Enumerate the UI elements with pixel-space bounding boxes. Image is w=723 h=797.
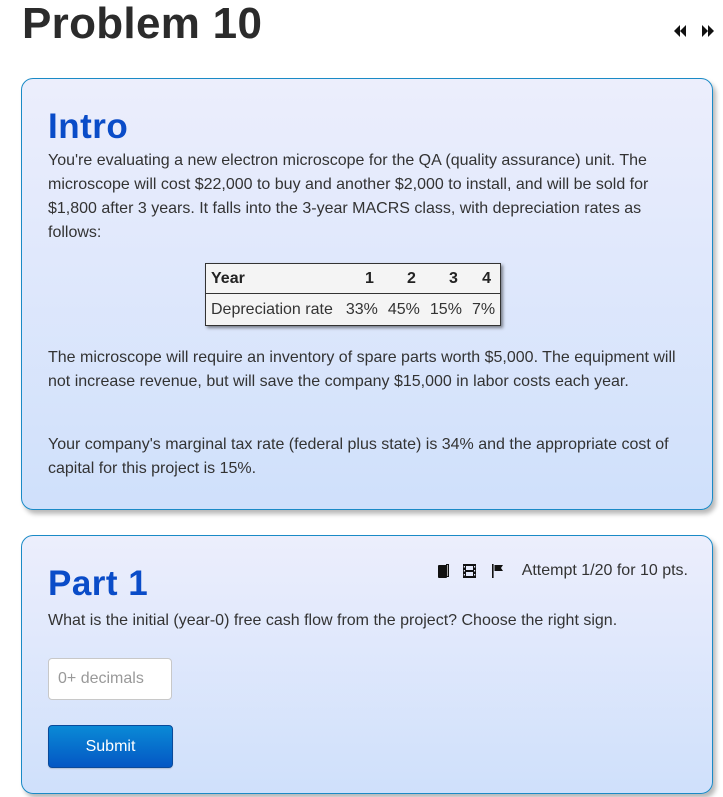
intro-card (21, 78, 713, 510)
intro-paragraph-2: The microscope will require an inventory of spare parts worth $5,000. The equipment will not increase revenue, but will save the company $15,000 in labor costs each year. (48, 349, 676, 390)
rate-year-4: 7% (471, 301, 496, 318)
depreciation-table (205, 263, 501, 326)
part-1-heading: Part 1 (48, 564, 149, 603)
book-icon[interactable] (438, 564, 449, 578)
part-1-meta (438, 562, 688, 580)
attempt-counter: Attempt 1/20 for 10 pts. (521, 562, 688, 579)
year-1-header: 1 (341, 264, 383, 294)
intro-paragraph-1: You're evaluating a new electron microscope for the QA (quality assurance) unit. The microscope will cost $22,000 to buy and another $2,000 to install, and will be sold for $1,800 after 3 years. It falls into the 3-year MACRS class, with depreciation rates as follows: (48, 152, 649, 241)
answer-input[interactable] (48, 658, 172, 700)
next-problem-icon[interactable] (701, 24, 715, 38)
year-2-header: 2 (383, 264, 425, 294)
year-4-header: 4 (467, 264, 501, 294)
depreciation-rate-label: Depreciation rate (211, 301, 333, 318)
film-icon[interactable] (463, 564, 476, 578)
part-1-question: What is the initial (year-0) free cash flow from the project? Choose the right sign. (48, 612, 618, 629)
intro-heading: Intro (48, 107, 129, 146)
rate-year-2: 45% (387, 301, 420, 318)
previous-problem-icon[interactable] (673, 24, 687, 38)
flag-icon[interactable] (492, 564, 504, 578)
table-header-row (206, 264, 501, 294)
intro-paragraph-3: Your company's marginal tax rate (federal plus state) is 34% and the appropriate cost of capital for this project is 15%. (48, 436, 669, 477)
submit-button[interactable]: Submit (48, 725, 173, 768)
rate-year-3: 15% (429, 301, 462, 318)
year-3-header: 3 (425, 264, 467, 294)
rate-year-1: 33% (345, 301, 378, 318)
year-header: Year (206, 264, 341, 294)
page-title: Problem 10 (22, 0, 263, 48)
table-row (206, 294, 501, 326)
problem-nav (673, 24, 715, 38)
part-1-card (21, 535, 713, 794)
